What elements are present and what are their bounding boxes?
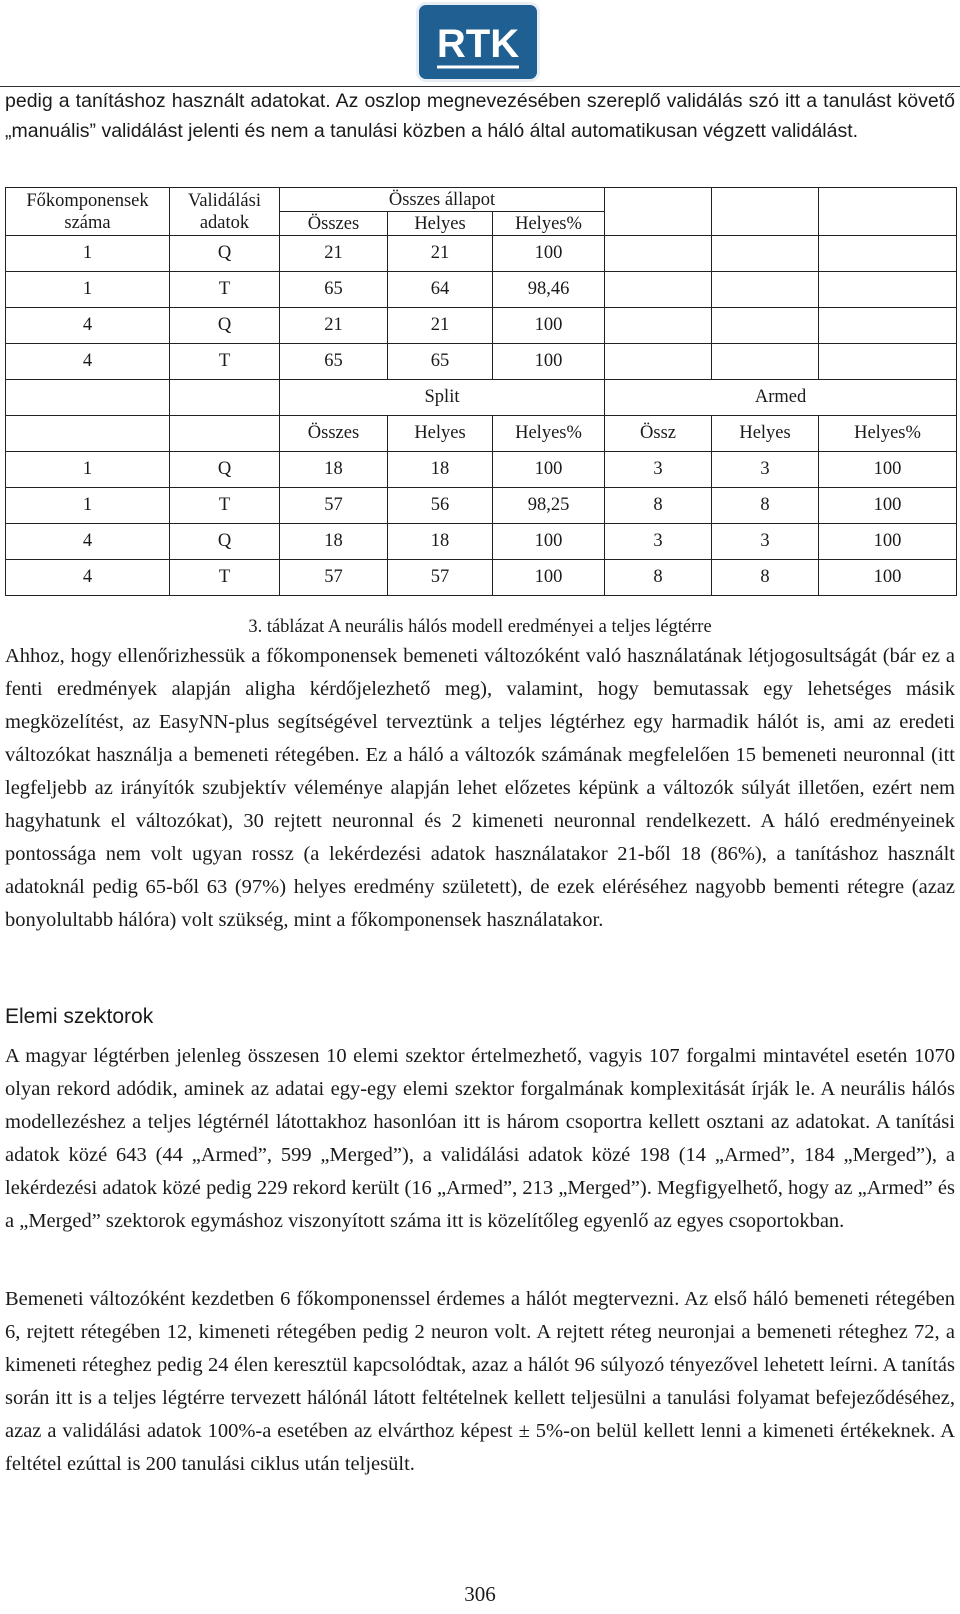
- table-cell: 4: [6, 344, 170, 380]
- empty-cell: [605, 344, 712, 380]
- group-header-armed: Armed: [605, 380, 957, 416]
- table-row: [6, 272, 957, 308]
- group-header-osszes-allapot: Összes állapot: [280, 188, 605, 212]
- section-heading: Elemi szektorok: [5, 1005, 154, 1028]
- table-cell: 8: [712, 560, 819, 596]
- table-cell: 100: [493, 524, 605, 560]
- table-header-row-1: [6, 188, 957, 212]
- col-header-fokomp-line2: száma: [64, 212, 111, 233]
- table-cell: T: [170, 560, 280, 596]
- table-cell: 3: [712, 452, 819, 488]
- table-cell: 100: [493, 560, 605, 596]
- sub-header-osszes: Összes: [280, 416, 388, 452]
- rtk-logo-text: RTK: [436, 22, 520, 66]
- table-cell: 1: [6, 488, 170, 524]
- table-cell: 4: [6, 308, 170, 344]
- col-header-valid-line1: Validálási: [188, 190, 261, 211]
- empty-cell: [819, 188, 957, 236]
- table-cell: 18: [388, 452, 493, 488]
- table-cell: 100: [493, 452, 605, 488]
- table-cell: 56: [388, 488, 493, 524]
- empty-cell: [605, 272, 712, 308]
- table-row: [6, 452, 957, 488]
- empty-cell: [819, 272, 957, 308]
- sub-header-helyes: Helyes: [712, 416, 819, 452]
- body-paragraph-1: Ahhoz, hogy ellenőrizhessük a főkomponensek bemeneti változóként való használatának létjogosultságát (bár ez a fenti eredmények alapján aligha kérdőjelezhető meg), valamint, hogy bemutassak egy lehetséges másik megközelítést, az EasyNN-plus segítségével terveztünk a teljes légtérhez egy harmadik hálót is, ami az eredeti változókat használja a bemeneti rétegében. Ez a háló a változók számának megfelelően 15 bemeneti neuronnal (itt legfeljebb az irányítók szubjektív véleménye alapján lehet előzetes képünk a változók súlyát illetően, ezért nem hagyhatunk el változókat), 30 rejtett neuronnal és 2 kimeneti neuronnal rendelkezett. A háló eredményeinek pontossága nem volt ugyan rossz (a lekérdezési adatok használatakor 21-ből 18 (86%), a tanításhoz használt adatoknál pedig 65-ből 63 (97%) helyes eredmény született), de ezek eléréséhez nagyobb bementi rétegre (azaz bonyolultabb hálóra) volt szükség, mint a főkomponensek használatakor.: [5, 645, 955, 931]
- empty-cell: [605, 188, 712, 236]
- table-cell: Q: [170, 524, 280, 560]
- table-cell: 21: [280, 308, 388, 344]
- results-table: [5, 187, 957, 596]
- empty-cell: [170, 416, 280, 452]
- col-header-fokomp-line1: Főkomponensek: [26, 190, 149, 211]
- table-cell: 65: [280, 272, 388, 308]
- table-cell: 8: [605, 488, 712, 524]
- table-cell: 21: [388, 308, 493, 344]
- table-caption: 3. táblázat A neurális hálós modell eredményei a teljes légtérre: [248, 617, 712, 637]
- table-cell: 65: [388, 344, 493, 380]
- body-paragraph-2: A magyar légtérben jelenleg összesen 10 elemi szektor értelmezhető, vagyis 107 forgalmi mintavétel esetén 1070 olyan rekord adódik, aminek az adatai egy-egy elemi szektor forgalmának komplexitását írják le. A neurális hálós modellezéshez a teljes légtérnél látottakhoz hasonlóan itt is három csoportra kellett osztani az adatokat. A tanítási adatok közé 643 (44 „Armed”, 599 „Merged”), a validálási adatok közé 198 (14 „Armed”, 184 „Merged”), a lekérdezési adatok közé pedig 229 rekord került (16 „Armed”, 213 „Merged”). Megfigyelhető, hogy az „Armed” és a „Merged” szektorok egymáshoz viszonyított száma itt is közelítőleg egyenlő az egyes csoportokban.: [5, 1045, 955, 1232]
- table-cell: 4: [6, 524, 170, 560]
- table-group-row: [6, 380, 957, 416]
- empty-cell: [712, 308, 819, 344]
- sub-header-helyes: Helyes: [388, 212, 493, 236]
- table-cell: 100: [493, 344, 605, 380]
- table-cell: T: [170, 272, 280, 308]
- sub-header-helyes: Helyes: [388, 416, 493, 452]
- table-cell: 1: [6, 236, 170, 272]
- table-row: [6, 524, 957, 560]
- sub-header-helyes-pct: Helyes%: [819, 416, 957, 452]
- table-cell: 8: [712, 488, 819, 524]
- table-cell: Q: [170, 452, 280, 488]
- sub-header-osszes: Összes: [280, 212, 388, 236]
- group-header-split: Split: [280, 380, 605, 416]
- table-cell: 18: [280, 524, 388, 560]
- col-header-valid-line2: adatok: [199, 212, 250, 233]
- page-number: 306: [464, 1582, 496, 1606]
- empty-cell: [170, 380, 280, 416]
- empty-cell: [712, 344, 819, 380]
- intro-paragraph: pedig a tanításhoz használt adatokat. Az oszlop megnevezésében szereplő validálás szó itt a tanulást követő „manuális” validálást jelenti és nem a tanulási közben a háló által automatikusan végzett validálást.: [5, 90, 955, 142]
- table-row: [6, 308, 957, 344]
- table-cell: 65: [280, 344, 388, 380]
- table-cell: 98,25: [493, 488, 605, 524]
- empty-cell: [605, 236, 712, 272]
- table-cell: Q: [170, 236, 280, 272]
- table-subheader-row: [6, 416, 957, 452]
- table-cell: 100: [819, 524, 957, 560]
- empty-cell: [605, 308, 712, 344]
- sub-header-helyes-pct: Helyes%: [493, 416, 605, 452]
- table-cell: 1: [6, 272, 170, 308]
- empty-cell: [819, 308, 957, 344]
- sub-header-helyes-pct: Helyes%: [493, 212, 605, 236]
- col-header-fokomponensek: [6, 188, 170, 236]
- empty-cell: [819, 236, 957, 272]
- empty-cell: [6, 416, 170, 452]
- table-cell: 18: [280, 452, 388, 488]
- table-cell: 98,46: [493, 272, 605, 308]
- table-row: [6, 488, 957, 524]
- table-cell: 18: [388, 524, 493, 560]
- table-row: [6, 236, 957, 272]
- table-cell: 57: [280, 560, 388, 596]
- table-cell: 100: [819, 452, 957, 488]
- table-cell: 57: [388, 560, 493, 596]
- table-cell: 8: [605, 560, 712, 596]
- sub-header-ossz: Össz: [605, 416, 712, 452]
- table-cell: 4: [6, 560, 170, 596]
- table-cell: 100: [819, 560, 957, 596]
- table-cell: T: [170, 488, 280, 524]
- table-row: [6, 560, 957, 596]
- table-cell: 100: [493, 308, 605, 344]
- empty-cell: [819, 344, 957, 380]
- empty-cell: [712, 188, 819, 236]
- table-cell: 3: [605, 452, 712, 488]
- table-row: [6, 344, 957, 380]
- table-cell: 57: [280, 488, 388, 524]
- rtk-logo-mark: [419, 5, 537, 79]
- table-cell: 3: [712, 524, 819, 560]
- table-cell: 21: [280, 236, 388, 272]
- col-header-validalasi: [170, 188, 280, 236]
- body-paragraph-3: Bemeneti változóként kezdetben 6 főkomponenssel érdemes a hálót megtervezni. Az első háló bemeneti rétegében 6, rejtett rétegében 12, kimeneti rétegében pedig 2 neuron volt. A rejtett réteg neuronjai a bemeneti réteghez 72, a kimeneti réteghez pedig 24 élen keresztül kapcsolódtak, azaz a hálót 96 súlyozó tényezővel lehetett leírni. A tanítás során itt is a teljes légtérre tervezett hálónál látott feltételnek kellett teljesülni a tanulási folyamat befejeződéséhez, azaz a validálási adatok 100%-a esetében az elvárthoz képest ± 5%-on belül kellett lenni a kimeneti értékeknek. A feltétel ezúttal is 200 tanulási ciklus után teljesült.: [5, 1288, 955, 1475]
- empty-cell: [6, 380, 170, 416]
- empty-cell: [712, 236, 819, 272]
- table-cell: 3: [605, 524, 712, 560]
- table-cell: Q: [170, 308, 280, 344]
- rtk-logo: [416, 2, 540, 82]
- table-cell: 1: [6, 452, 170, 488]
- table-cell: 100: [493, 236, 605, 272]
- table-cell: T: [170, 344, 280, 380]
- empty-cell: [712, 272, 819, 308]
- table-cell: 64: [388, 272, 493, 308]
- table-cell: 21: [388, 236, 493, 272]
- table-cell: 100: [819, 488, 957, 524]
